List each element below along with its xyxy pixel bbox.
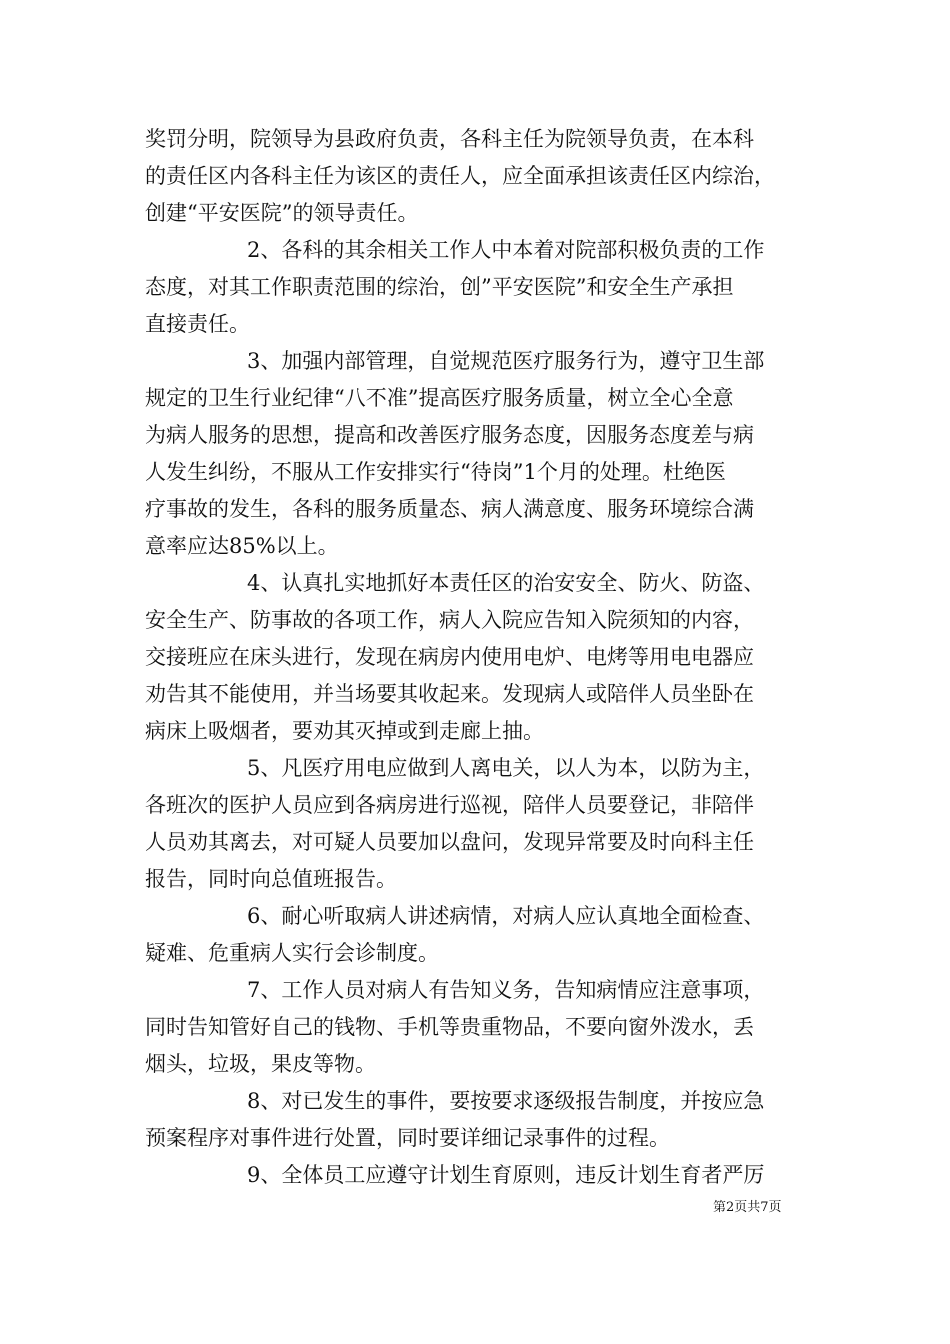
paragraph-7-start: 7、工作人员对病人有告知义务，告知病情应注意事项， xyxy=(247,978,765,1002)
text-line: 人员劝其离去，对可疑人员要加以盘问，发现异常要及时向科主任 xyxy=(145,830,754,854)
text-line: 规定的卫生行业纪律“八不准”提高医疗服务质量，树立全心全意 xyxy=(145,386,734,410)
paragraph-4-start: 4、认真扎实地抓好本责任区的治安安全、防火、防盗、 xyxy=(247,571,765,595)
text-line: 同时告知管好自己的钱物、手机等贵重物品，不要向窗外泼水，丢 xyxy=(145,1015,754,1039)
text-line: 安全生产、防事故的各项工作，病人入院应告知入院须知的内容， xyxy=(145,608,754,632)
text-line: 交接班应在床头进行，发现在病房内使用电炉、电烤等用电电器应 xyxy=(145,645,754,669)
text-line: 为病人服务的思想，提高和改善医疗服务态度，因服务态度差与病 xyxy=(145,423,754,447)
text-line: 烟头，垃圾，果皮等物。 xyxy=(145,1052,376,1076)
text-line: 报告，同时向总值班报告。 xyxy=(145,867,397,891)
text-line: 疗事故的发生，各科的服务质量态、病人满意度、服务环境综合满 xyxy=(145,497,754,521)
text-line: 预案程序对事件进行处置，同时要详细记录事件的过程。 xyxy=(145,1126,670,1150)
text-line: 病床上吸烟者，要劝其灭掉或到走廊上抽。 xyxy=(145,719,544,743)
text-line: 创建“平安医院”的领导责任。 xyxy=(145,201,419,225)
text-line: 疑难、危重病人实行会诊制度。 xyxy=(145,941,439,965)
paragraph-2-start: 2、各科的其余相关工作人中本着对院部积极负责的工作 xyxy=(247,238,765,262)
text-line: 直接责任。 xyxy=(145,312,250,336)
text-line: 奖罚分明，院领导为县政府负责，各科主任为院领导负责，在本科 xyxy=(145,127,754,151)
paragraph-9-start: 9、全体员工应遵守计划生育原则，违反计划生育者严厉 xyxy=(247,1163,765,1187)
paragraph-6-start: 6、耐心听取病人讲述病情，对病人应认真地全面检查、 xyxy=(247,904,765,928)
text-line: 人发生纠纷，不服从工作安排实行“待岗”1个月的处理。杜绝医 xyxy=(145,460,726,484)
text-line: 劝告其不能使用，并当场要其收起来。发现病人或陪伴人员坐卧在 xyxy=(145,682,754,706)
paragraph-5-start: 5、凡医疗用电应做到人离电关，以人为本，以防为主， xyxy=(247,756,765,780)
paragraph-8-start: 8、对已发生的事件，要按要求逐级报告制度，并按应急 xyxy=(247,1089,765,1113)
text-line: 各班次的医护人员应到各病房进行巡视，陪伴人员要登记，非陪伴 xyxy=(145,793,754,817)
page-number-footer: 第2页共7页 xyxy=(713,1200,782,1215)
text-line: 的责任区内各科主任为该区的责任人，应全面承担该责任区内综治， xyxy=(145,164,775,188)
paragraph-3-start: 3、加强内部管理，自觉规范医疗服务行为，遵守卫生部 xyxy=(247,349,765,373)
text-line: 意率应达85%以上。 xyxy=(145,534,339,558)
text-line: 态度，对其工作职责范围的综治，创”平安医院”和安全生产承担 xyxy=(145,275,734,299)
